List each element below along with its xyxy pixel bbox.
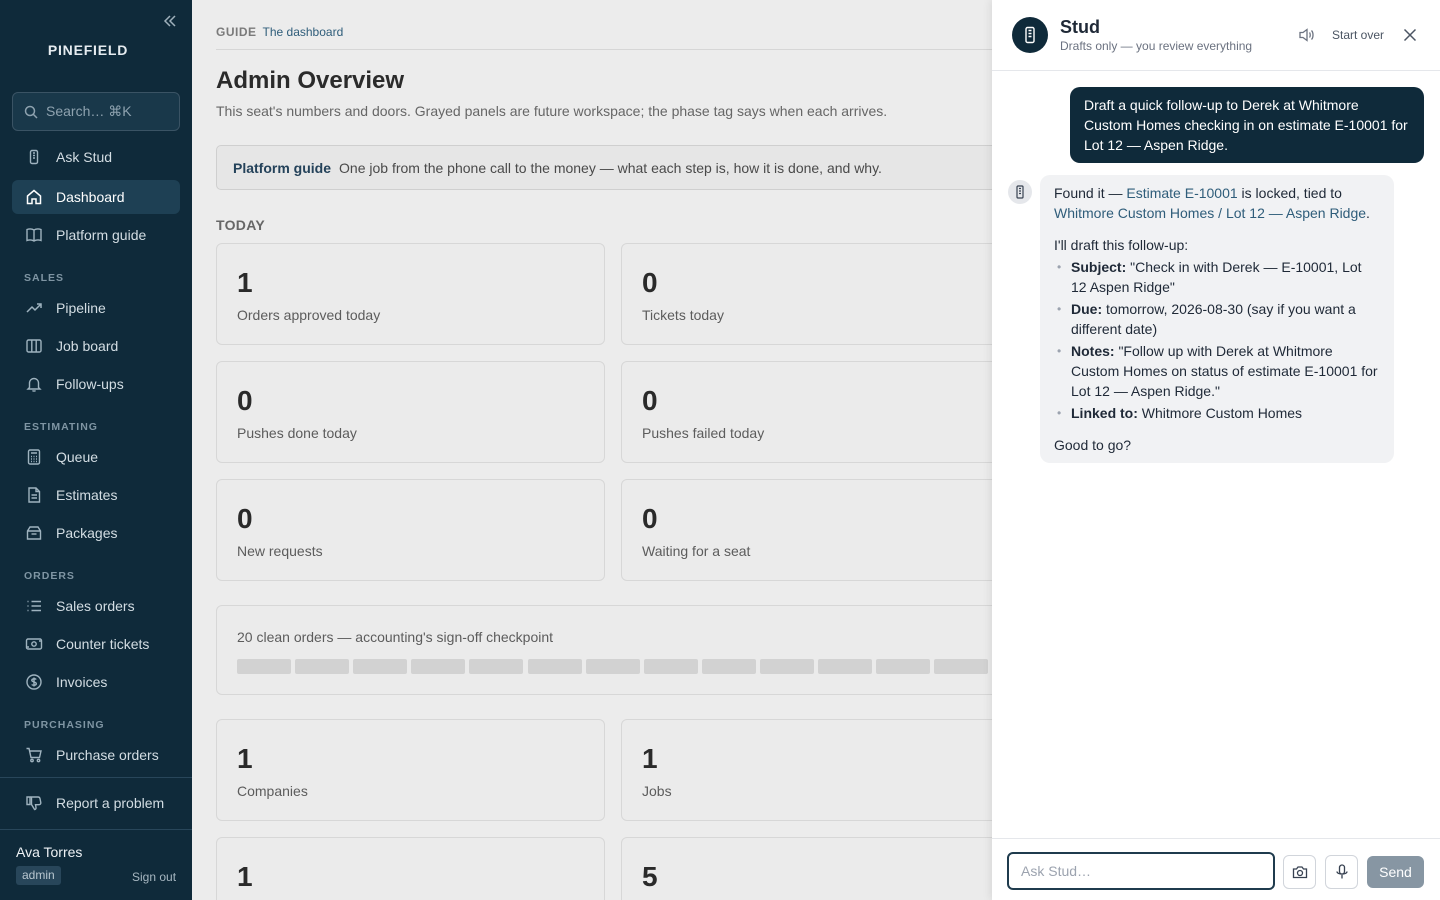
- assistant-avatar: [1012, 17, 1048, 53]
- section-orders: ORDERS: [24, 570, 75, 582]
- sidebar-item-label: Counter tickets: [56, 636, 150, 652]
- role-badge: admin: [16, 866, 61, 885]
- stat-value: 0: [642, 503, 658, 534]
- draft-field: [1054, 403, 1380, 423]
- search-input[interactable]: [12, 92, 180, 131]
- checkpoint-segment: [295, 659, 349, 674]
- thumbs-down-icon: [24, 793, 44, 813]
- draft-field-value: "Follow up with Derek at Whitmore Custom Homes on status of estimate E-10001 for Lot 12 — Aspen Ridge.": [1071, 343, 1378, 399]
- checkpoint-segment: [469, 659, 523, 674]
- breadcrumb-guide: GUIDE: [216, 25, 257, 39]
- mic-icon: [1335, 864, 1349, 880]
- stat-value: 1: [237, 267, 253, 298]
- cart-icon: [24, 745, 44, 765]
- stat-label: Companies: [237, 783, 308, 799]
- sidebar-item-pipeline[interactable]: [12, 291, 180, 325]
- report-label: Report a problem: [56, 795, 165, 811]
- breadcrumb-divider: [216, 49, 992, 50]
- speaker-icon[interactable]: [1298, 27, 1316, 48]
- stat-card[interactable]: [621, 243, 992, 345]
- page-title: Admin Overview: [216, 67, 405, 94]
- report-problem-button[interactable]: [12, 786, 180, 820]
- checkpoint-label: 20 clean orders — accounting's sign-off checkpoint: [237, 629, 554, 645]
- reply-found-line: [1054, 183, 1380, 223]
- stat-label: Jobs: [642, 783, 672, 799]
- today-section-label: TODAY: [216, 217, 265, 233]
- sidebar-item-counter-tickets[interactable]: [12, 627, 180, 661]
- stat-label: Tickets today: [642, 307, 724, 323]
- checkpoint-segment: [237, 659, 291, 674]
- package-icon: [24, 523, 44, 543]
- sidebar-item-dashboard[interactable]: [12, 180, 180, 214]
- stat-value: 1: [237, 861, 253, 892]
- checkpoint-segment: [586, 659, 640, 674]
- stat-label: Pushes failed today: [642, 425, 765, 441]
- platform-guide-banner[interactable]: [216, 145, 992, 190]
- stat-card[interactable]: [216, 243, 605, 345]
- page-subtitle: This seat's numbers and doors. Grayed panels are future workspace; the phase tag says when each arrives.: [216, 103, 888, 119]
- reply-text: .: [1366, 205, 1370, 221]
- sidebar-item-label: Job board: [56, 338, 119, 354]
- draft-field: [1054, 341, 1380, 401]
- stat-value: 0: [237, 503, 253, 534]
- sidebar-item-label: Estimates: [56, 487, 118, 503]
- checkpoint-segment: [702, 659, 756, 674]
- stat-card[interactable]: [216, 837, 605, 900]
- assistant-subtitle: Drafts only — you review everything: [1060, 39, 1253, 53]
- stat-label: Waiting for a seat: [642, 543, 751, 559]
- phone-icon: [24, 147, 44, 167]
- trending-icon: [24, 298, 44, 318]
- assistant-header: [992, 0, 1440, 71]
- estimate-link[interactable]: Estimate E-10001: [1126, 185, 1238, 201]
- file-icon: [24, 485, 44, 505]
- dollar-icon: [24, 672, 44, 692]
- calculator-icon: [24, 447, 44, 467]
- sidebar-item-ask-stud[interactable]: [12, 140, 180, 174]
- sign-out-link[interactable]: Sign out: [132, 870, 177, 884]
- dashboard-main: [192, 0, 992, 900]
- assistant-mini-avatar: [1008, 180, 1032, 204]
- sidebar: [0, 0, 192, 900]
- stat-card[interactable]: [621, 479, 992, 581]
- user-name: Ava Torres: [16, 844, 83, 860]
- reply-intro: I'll draft this follow-up:: [1054, 237, 1189, 253]
- stat-card[interactable]: [621, 719, 992, 821]
- checkpoint-segment: [934, 659, 988, 674]
- start-over-button[interactable]: Start over: [1332, 28, 1385, 42]
- collapse-icon[interactable]: [162, 13, 178, 29]
- sidebar-item-queue[interactable]: [12, 440, 180, 474]
- platform-guide-label: Platform guide: [233, 159, 332, 176]
- draft-field-key: Linked to:: [1071, 405, 1138, 421]
- draft-field-key: Notes:: [1071, 343, 1115, 359]
- assistant-name: Stud: [1060, 17, 1100, 37]
- list-icon: [24, 596, 44, 616]
- reply-text: Found it —: [1054, 185, 1127, 201]
- search-placeholder: Search… ⌘K: [46, 103, 132, 119]
- stat-card[interactable]: [216, 719, 605, 821]
- checkpoint-segment: [818, 659, 872, 674]
- job-link[interactable]: Lot 12 — Aspen Ridge: [1225, 205, 1367, 221]
- sidebar-divider: [0, 777, 192, 778]
- sidebar-item-label: Ask Stud: [56, 149, 113, 165]
- stat-value: 0: [237, 385, 253, 416]
- user-message: Draft a quick follow-up to Derek at Whitmore Custom Homes checking in on estimate E-10001 for Lot 12 — Aspen Ridge.: [1070, 87, 1424, 163]
- sidebar-divider: [0, 829, 192, 830]
- sidebar-item-invoices[interactable]: [12, 665, 180, 699]
- sidebar-item-label: Sales orders: [56, 598, 135, 614]
- sidebar-item-follow-ups[interactable]: [12, 367, 180, 401]
- columns-icon: [24, 336, 44, 356]
- breadcrumb-page-link[interactable]: The dashboard: [262, 25, 344, 39]
- draft-fields: [1054, 257, 1380, 423]
- sidebar-item-estimates[interactable]: [12, 478, 180, 512]
- stat-value: 0: [642, 385, 658, 416]
- draft-field: [1054, 257, 1380, 297]
- stat-value: 5: [642, 861, 658, 892]
- phone-icon: [1022, 26, 1038, 44]
- sidebar-item-purchase-orders[interactable]: [12, 738, 180, 772]
- ticket-icon: [24, 634, 44, 654]
- sidebar-item-label: Packages: [56, 525, 118, 541]
- stat-label: Orders approved today: [237, 307, 381, 323]
- mic-button[interactable]: [1325, 855, 1358, 889]
- stat-value: 1: [642, 743, 658, 774]
- composer: [992, 838, 1440, 900]
- checkpoint-segment: [644, 659, 698, 674]
- camera-icon: [1292, 865, 1308, 879]
- stat-label: New requests: [237, 543, 323, 559]
- stat-card[interactable]: [216, 479, 605, 581]
- section-sales: SALES: [24, 272, 65, 284]
- draft-field-key: Due:: [1071, 301, 1103, 317]
- sidebar-item-job-board[interactable]: [12, 329, 180, 363]
- checkpoint-segment: [528, 659, 582, 674]
- sidebar-item-label: Invoices: [56, 674, 108, 690]
- stat-label: Pushes done today: [237, 425, 357, 441]
- stat-value: 0: [642, 267, 658, 298]
- checkpoint-segment: [353, 659, 407, 674]
- home-icon: [24, 187, 44, 207]
- sidebar-item-label: Follow-ups: [56, 376, 124, 392]
- checkpoint-segment: [876, 659, 930, 674]
- reply-separator: /: [1214, 205, 1226, 221]
- ask-input[interactable]: [1007, 852, 1275, 890]
- sidebar-item-packages[interactable]: [12, 516, 180, 550]
- send-button[interactable]: Send: [1367, 856, 1424, 888]
- draft-field-value: tomorrow, 2026-08-30 (say if you want a different date): [1071, 301, 1356, 337]
- platform-guide-text: One job from the phone call to the money — what each step is, how it is done, and why.: [339, 159, 882, 176]
- search-icon: [24, 105, 38, 119]
- brand-logo: PINEFIELD: [47, 42, 129, 58]
- stat-value: 1: [237, 743, 253, 774]
- checkpoint-segment: [760, 659, 814, 674]
- sidebar-item-platform-guide[interactable]: [12, 218, 180, 252]
- sidebar-item-label: Platform guide: [56, 227, 147, 243]
- assistant-panel: [992, 0, 1440, 900]
- draft-field-key: Subject:: [1071, 259, 1127, 275]
- sidebar-item-label: Purchase orders: [56, 747, 159, 763]
- sidebar-item-label: Dashboard: [56, 189, 125, 205]
- sidebar-item-label: Queue: [56, 449, 99, 465]
- section-estimating: ESTIMATING: [24, 421, 98, 433]
- stat-card[interactable]: [621, 361, 992, 463]
- draft-field-value: Whitmore Custom Homes: [1137, 405, 1303, 421]
- camera-button[interactable]: [1283, 855, 1316, 889]
- breadcrumb: [216, 25, 343, 39]
- sidebar-item-label: Pipeline: [56, 300, 106, 316]
- company-link[interactable]: Whitmore Custom Homes: [1054, 205, 1215, 221]
- draft-field-value: "Check in with Derek — E-10001, Lot 12 Aspen Ridge": [1071, 259, 1362, 295]
- section-purchasing: PURCHASING: [24, 719, 105, 731]
- close-icon[interactable]: [1402, 27, 1418, 48]
- book-icon: [24, 225, 44, 245]
- assistant-message: [1040, 175, 1394, 463]
- reply-text: is locked, tied to: [1237, 185, 1342, 201]
- draft-field: [1054, 299, 1380, 339]
- checkpoint-segment: [411, 659, 465, 674]
- sidebar-item-sales-orders[interactable]: [12, 589, 180, 623]
- bell-icon: [24, 374, 44, 394]
- reply-closing: Good to go?: [1054, 437, 1132, 453]
- phone-icon: [1014, 185, 1026, 199]
- checkpoint-panel: [216, 605, 992, 695]
- stat-card[interactable]: [216, 361, 605, 463]
- stat-card[interactable]: [621, 837, 992, 900]
